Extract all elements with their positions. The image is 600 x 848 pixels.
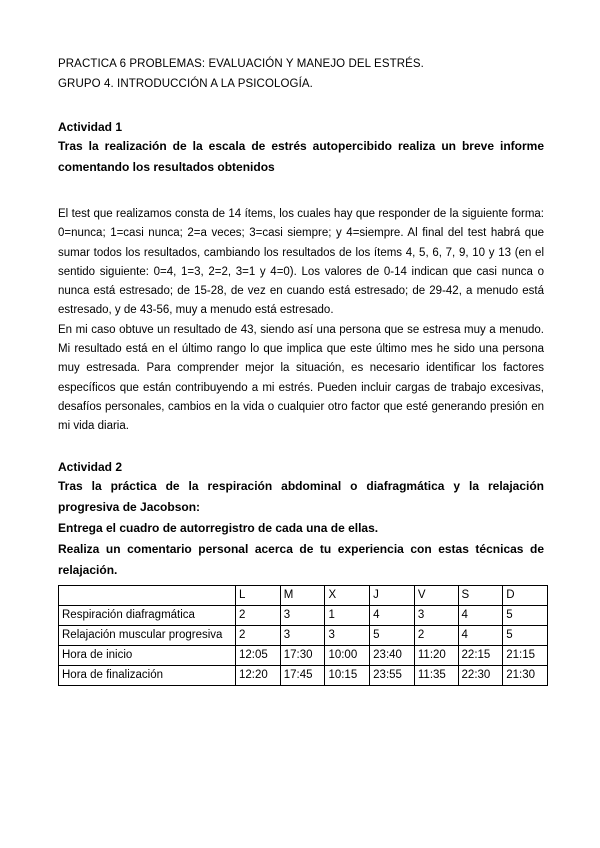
- table-header-cell: D: [503, 585, 548, 605]
- table-cell: Respiración diafragmática: [59, 605, 236, 625]
- table-header-cell: X: [325, 585, 370, 605]
- table-cell: 10:00: [325, 645, 370, 665]
- table-row: [59, 645, 548, 665]
- activity-1-title: Actividad 1: [58, 120, 123, 134]
- header-line-2: GRUPO 4. INTRODUCCIÓN A LA PSICOLOGÍA.: [58, 78, 313, 90]
- table-cell: 17:45: [280, 665, 325, 685]
- activity-2-question-2: Entrega el cuadro de autorregistro de cada una de ellas.: [58, 520, 379, 535]
- activity-2-question-1: Tras la práctica de la respiración abdominal o diafragmática y la relajación progresiva de Jacobson:: [58, 478, 544, 514]
- activity-1-question: Tras la realización de la escala de estrés autopercibido realiza un breve informe comentando los resultados obtenidos: [58, 139, 544, 174]
- table-cell: 5: [370, 625, 415, 645]
- table-header-cell: L: [236, 585, 281, 605]
- table-cell: 4: [458, 625, 503, 645]
- table-cell: 22:15: [458, 645, 503, 665]
- table-cell: 3: [280, 625, 325, 645]
- table-header-cell: S: [458, 585, 503, 605]
- activity-2-question-3: Realiza un comentario personal acerca de tu experiencia con estas técnicas de relajación.: [58, 541, 544, 577]
- table-cell: 12:05: [236, 645, 281, 665]
- activity-2-title: Actividad 2: [58, 459, 123, 474]
- activity-1-paragraph-1: El test que realizamos consta de 14 ítems, los cuales hay que responder de la siguiente forma: 0=nunca; 1=casi nunca; 2=a veces; 3=casi siempre; y 4=siempre. Al final del test habrá que sumar todos los resultados, cambiando los resultados de los ítems 4, 5, 6, 7, 9, 10 y 13 (en el sentido siguiente: 0=4, 1=3, 2=2, 3=1 y 4=0). Los valores de 0-14 indican que casi nunca o nunca está estresado; de 15-28, de vez en cuando está estresado; de 29-42, a menudo está estresado, y de 43-56, muy a menudo está estresado.: [58, 208, 544, 317]
- table-cell: 21:15: [503, 645, 548, 665]
- table-header-cell: M: [280, 585, 325, 605]
- table-header-cell: V: [414, 585, 458, 605]
- table-cell: 21:30: [503, 665, 548, 685]
- table-cell: Hora de finalización: [59, 665, 236, 685]
- activity-1-paragraph-2: En mi caso obtuve un resultado de 43, siendo así una persona que se estresa muy a menudo. Mi resultado está en el último rango lo que implica que este último mes he sido una persona muy estresada. Para comprender mejor la situación, es necesario identificar los factores específicos que están contribuyendo a mi estrés. Pueden incluir cargas de trabajo excesivas, desafíos personales, cambios en la vida o cualquier otro factor que esté generando presión en mi vida diaria.: [58, 323, 544, 433]
- table-header-row: [59, 585, 548, 605]
- table-cell: 22:30: [458, 665, 503, 685]
- table-cell: 2: [414, 625, 458, 645]
- table-cell: 23:40: [370, 645, 415, 665]
- table-cell: 3: [414, 605, 458, 625]
- table-row: [59, 665, 548, 685]
- table-cell: 4: [458, 605, 503, 625]
- table-cell: 2: [236, 625, 281, 645]
- table-cell: 11:20: [414, 645, 458, 665]
- table-header-cell: [59, 585, 236, 605]
- table-cell: 2: [236, 605, 281, 625]
- table-cell: 12:20: [236, 665, 281, 685]
- table-cell: 11:35: [414, 665, 458, 685]
- table-cell: 4: [370, 605, 415, 625]
- self-record-table: [58, 585, 548, 686]
- table-header-cell: J: [370, 585, 415, 605]
- document-page: [58, 54, 544, 686]
- table-cell: 3: [325, 625, 370, 645]
- table-cell: 10:15: [325, 665, 370, 685]
- table-cell: 1: [325, 605, 370, 625]
- header-line-1: PRACTICA 6 PROBLEMAS: EVALUACIÓN Y MANEJO DEL ESTRÉS.: [58, 58, 424, 70]
- table-cell: 5: [503, 625, 548, 645]
- table-row: [59, 625, 548, 645]
- table-cell: Relajación muscular progresiva: [59, 625, 236, 645]
- table-cell: Hora de inicio: [59, 645, 236, 665]
- table-row: [59, 605, 548, 625]
- table-cell: 5: [503, 605, 548, 625]
- table-cell: 17:30: [280, 645, 325, 665]
- table-cell: 23:55: [370, 665, 415, 685]
- table-cell: 3: [280, 605, 325, 625]
